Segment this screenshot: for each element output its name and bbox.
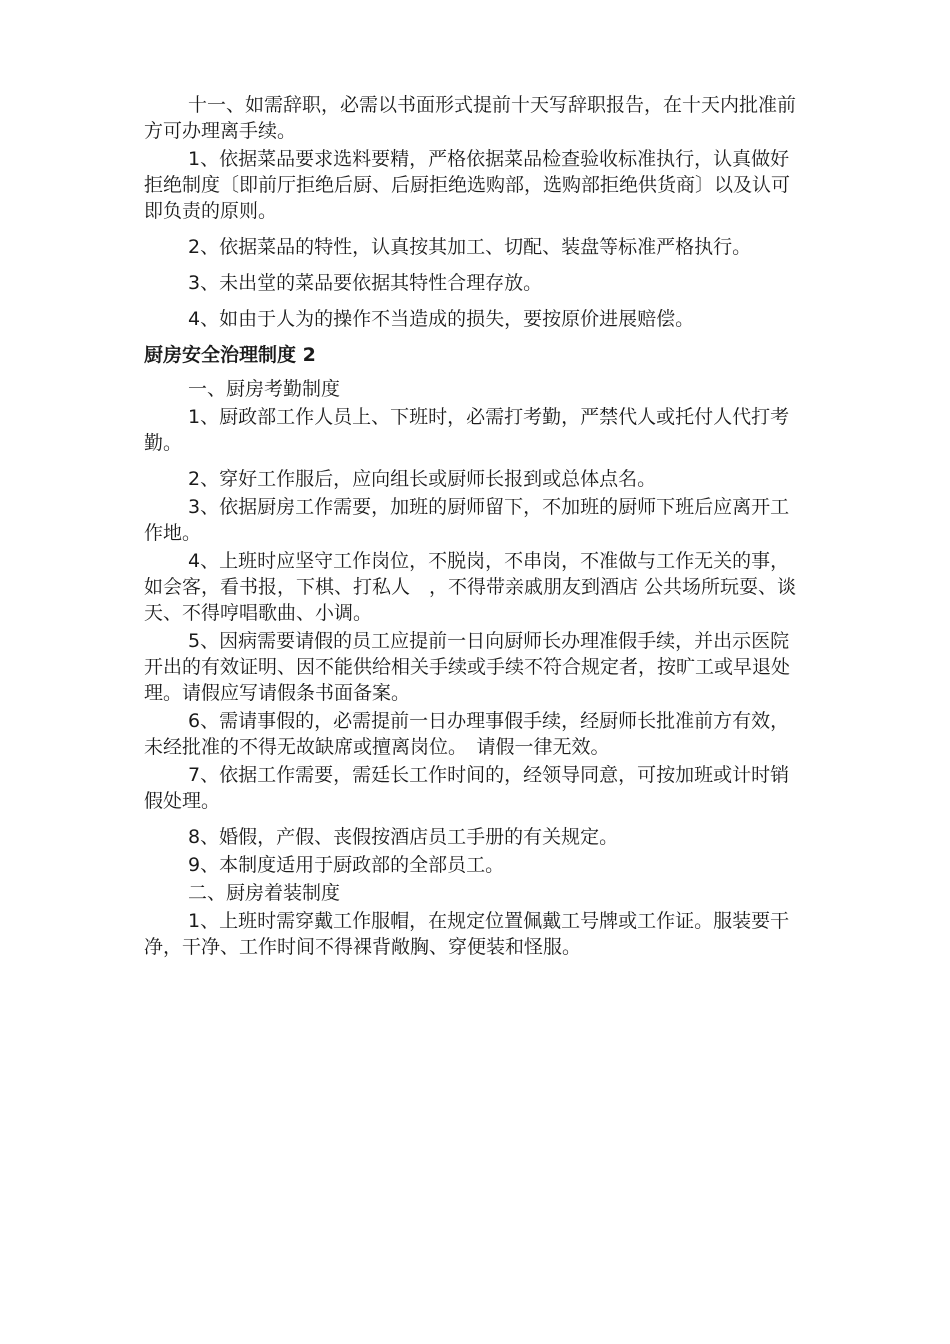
subheading-dress-code: 二、厨房着装制度 xyxy=(188,882,341,904)
attendance-item-7: 7、依据工作需要，需廷长工作时间的，经领导同意，可按加班或计时销假处理。 xyxy=(144,764,790,812)
document-page xyxy=(144,92,804,960)
attendance-item-3: 3、依据厨房工作需要，加班的厨师留下，不加班的厨师下班后应离开工作地。 xyxy=(144,496,790,544)
attendance-item-1: 1、厨政部工作人员上、下班时，必需打考勤，严禁代人或托付人代打考勤。 xyxy=(144,406,790,454)
dress-code-item-1: 1、上班时需穿戴工作服帽，在规定位置佩戴工号牌或工作证。服装要干净，干净、工作时间不得裸背敞胸、穿便装和怪服。 xyxy=(144,910,790,958)
paragraph-resignation: 十一、如需辞职，必需以书面形式提前十天写辞职报告，在十天内批准前方可办理离手续。 xyxy=(144,94,797,142)
paragraph-item-3: 3、未出堂的菜品要依据其特性合理存放。 xyxy=(188,272,543,294)
paragraph-item-1: 1、依据菜品要求选料要精，严格依据菜品检查验收标准执行，认真做好拒绝制度〔即前厅拒绝后厨、后厨拒绝选购部，选购部拒绝供货商〕以及认可即负责的原则。 xyxy=(144,148,791,222)
attendance-item-2: 2、穿好工作服后，应向组长或厨师长报到或总体点名。 xyxy=(188,468,657,490)
paragraph-item-2: 2、依据菜品的特性，认真按其加工、切配、装盘等标准严格执行。 xyxy=(188,236,752,258)
attendance-item-8: 8、婚假，产假、丧假按酒店员工手册的有关规定。 xyxy=(188,826,619,848)
attendance-item-5: 5、因病需要请假的员工应提前一日向厨师长办理准假手续，并出示医院开出的有效证明、因不能供给相关手续或手续不符合规定者，按旷工或早退处理。请假应写请假条书面备案。 xyxy=(144,630,791,704)
paragraph-item-4: 4、如由于人为的操作不当造成的损失，要按原价进展赔偿。 xyxy=(188,308,695,330)
section-heading: 厨房安全治理制度 2 xyxy=(144,344,316,366)
attendance-item-6: 6、需请事假的，必需提前一日办理事假手续，经厨师长批准前方有效，未经批准的不得无故缺席或擅离岗位。 请假一律无效。 xyxy=(144,710,790,758)
attendance-item-9: 9、本制度适用于厨政部的全部员工。 xyxy=(188,854,505,876)
subheading-attendance: 一、厨房考勤制度 xyxy=(188,378,341,400)
attendance-item-4: 4、上班时应坚守工作岗位，不脱岗，不串岗，不准做与工作无关的事，如会客，看书报，下棋、打私人 ，不得带亲戚朋友到酒店 公共场所玩耍、谈天、不得哼唱歌曲、小调。 xyxy=(144,550,797,624)
